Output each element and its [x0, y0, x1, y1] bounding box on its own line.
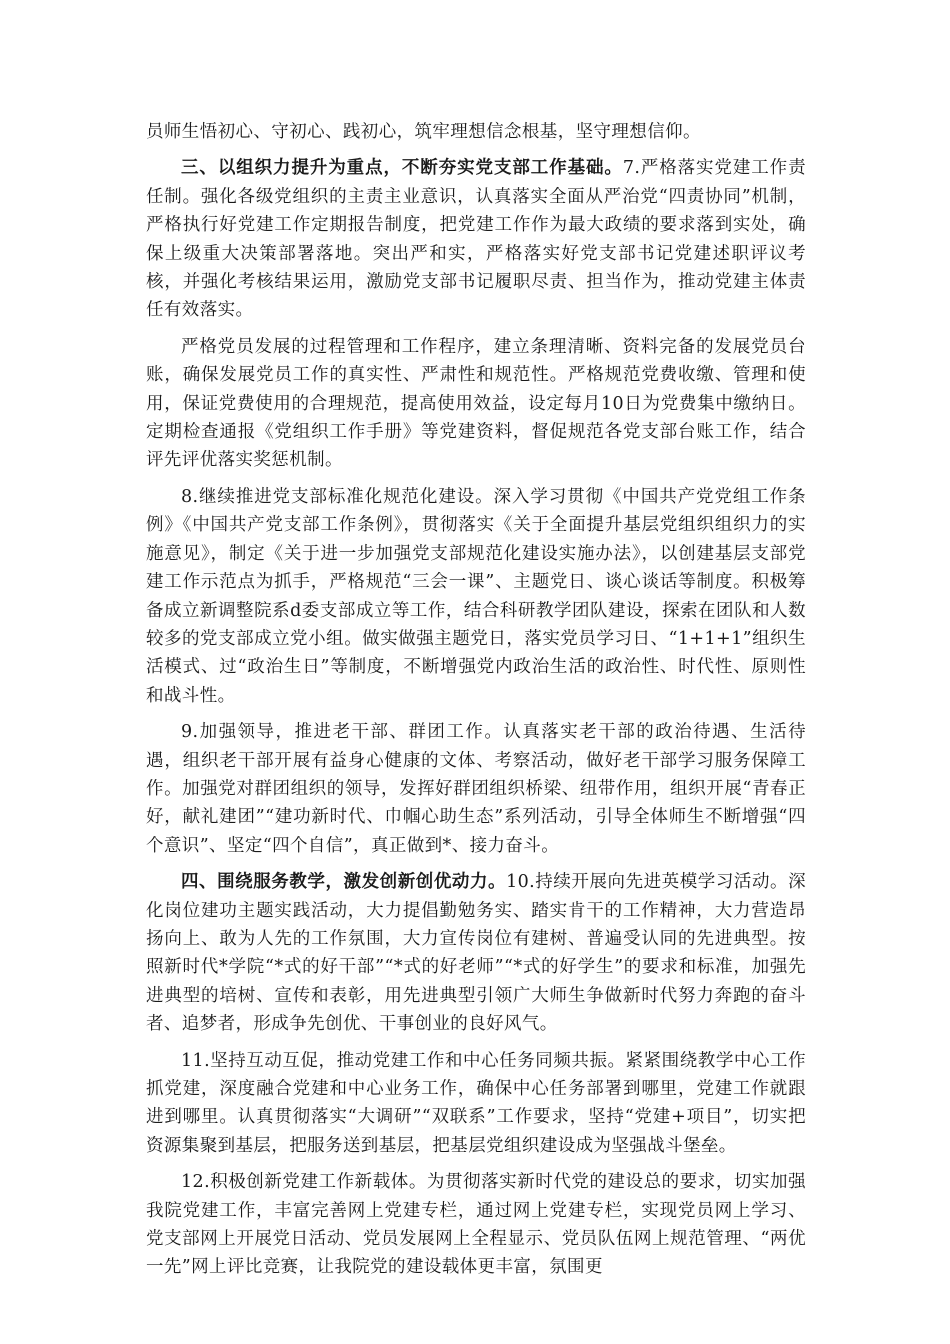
paragraph-item-9 — [146, 718, 806, 860]
paragraph-text: 7.严格落实党建工作责任制。强化各级党组织的主责主业意识，认真落实全面从严治党“四责协同”机制，严格执行好党建工作定期报告制度，把党建工作作为最大政绩的要求落到实处，确保上级重大决策部署落地。突出严和实，严格落实好党支部书记党建述职评议考核，并强化考核结果运用，激励党支部书记履职尽责、担当作为，推动党建主体责任有效落实。 — [146, 158, 806, 321]
paragraph-text: 严格党员发展的过程管理和工作程序，建立条理清晰、资料完备的发展党员台账，确保发展党员工作的真实性、严肃性和规范性。严格规范党费收缴、管理和使用，保证党费使用的合理规范，提高使用效益，设定每月10日为党费集中缴纳日。定期检查通报《党组织工作手册》等党建资料，督促规范各党支部台账工作，结合评先评优落实奖惩机制。 — [146, 336, 806, 471]
section-heading: 四、围绕服务教学，激发创新创优动力。 — [181, 872, 507, 893]
paragraph-section-three — [146, 154, 806, 324]
paragraph-text: 员师生悟初心、守初心、践初心，筑牢理想信念根基，坚守理想信仰。 — [146, 122, 701, 142]
paragraph-item-8 — [146, 483, 806, 710]
paragraph-text: 9.加强领导，推进老干部、群团工作。认真落实老干部的政治待遇、生活待遇，组织老干部开展有益身心健康的文体、考察活动，做好老干部学习服务保障工作。加强党对群团组织的领导，发挥好群团组织桥梁、纽带作用，组织开展“青春正好，献礼建团”“建功新时代、巾帼心助生态”系列活动，引导全体师生不断增强“四个意识”、坚定“四个自信”，真正做到*、接力奋斗。 — [146, 722, 806, 856]
document-page — [146, 118, 806, 1290]
paragraph-text: 8.继续推进党支部标准化规范化建设。深入学习贯彻《中国共产党党组工作条例》《中国共产党支部工作条例》，贯彻落实《关于全面提升基层党组织组织力的实施意见》，制定《关于进一步加强党支部规范化建设实施办法》，以创建基层支部党建工作示范点为抓手，严格规范“三会一课”、主题党日、谈心谈话等制度。积极筹备成立新调整院系d委支部成立等工作，结合科研教学团队建设，探索在团队和人数较多的党支部成立党小组。做实做强主题党日，落实党员学习日、“1+1+1”组织生活模式、过“政治生日”等制度，不断增强党内政治生活的政治性、时代性、原则性和战斗性。 — [146, 486, 806, 706]
section-heading: 三、以组织力提升为重点，不断夯实党支部工作基础。 — [181, 158, 623, 179]
paragraph-continuation — [146, 118, 806, 146]
paragraph-item-11 — [146, 1047, 806, 1161]
paragraph-party-development — [146, 333, 806, 475]
paragraph-text: 10.持续开展向先进英模学习活动。深化岗位建功主题实践活动，大力提倡勤勉务实、踏实肯干的工作精神，大力营造昂扬向上、敢为人先的工作氛围，大力宣传岗位有建树、普遍受认同的先进典型。按照新时代*学院“*式的好干部”“*式的好老师”“*式的好学生”的要求和标准，加强先进典型的培树、宣传和表彰，用先进典型引领广大师生争做新时代努力奔跑的奋斗者、追梦者，形成争先创优、干事创业的良好风气。 — [146, 872, 807, 1035]
paragraph-section-four — [146, 868, 806, 1038]
paragraph-text: 12.积极创新党建工作新载体。为贯彻落实新时代党的建设总的要求，切实加强我院党建工作，丰富完善网上党建专栏，通过网上党建专栏，实现党员网上学习、党支部网上开展党日活动、党员发展网上全程显示、党员队伍网上规范管理、“两优一先”网上评比竞赛，让我院党的建设载体更丰富，氛围更 — [146, 1172, 806, 1278]
paragraph-item-12 — [146, 1168, 806, 1282]
paragraph-text: 11.坚持互动互促，推动党建工作和中心任务同频共振。紧紧围绕教学中心工作抓党建，深度融合党建和中心业务工作，确保中心任务部署到哪里，党建工作就跟进到哪里。认真贯彻落实“大调研”“双联系”工作要求，坚持“党建+项目”，切实把资源集聚到基层，把服务送到基层，把基层党组织建设成为坚强战斗堡垒。 — [146, 1050, 806, 1156]
